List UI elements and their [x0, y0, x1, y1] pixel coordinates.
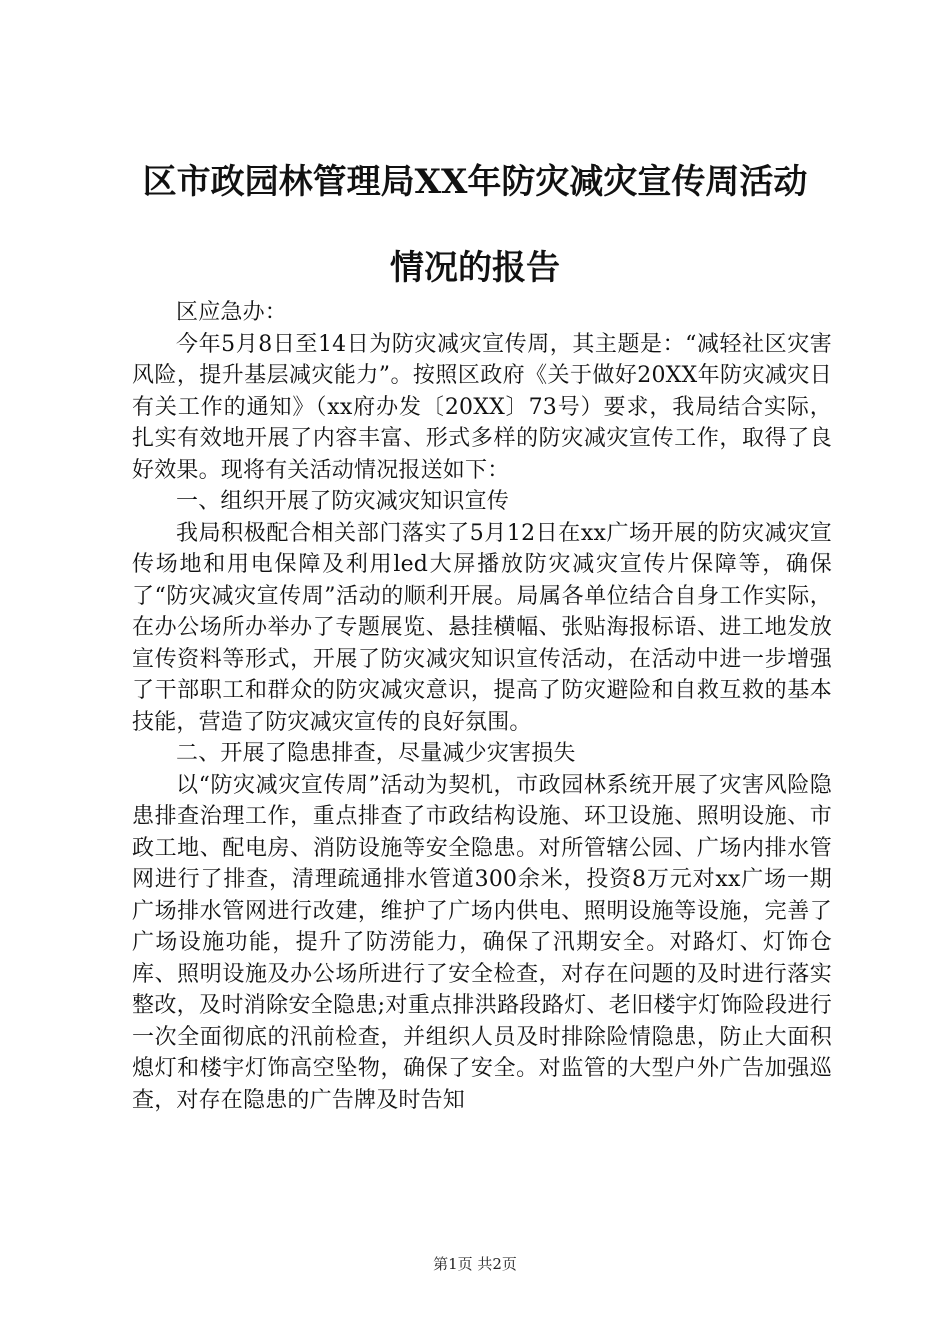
- page-footer: 第1页 共2页: [433, 1255, 517, 1273]
- section-2-paragraph: 以“防灾减灾宣传周”活动为契机，市政园林系统开展了灾害风险隐患排查治理工作，重点排查了市政结构设施、环卫设施、照明设施、市政工地、配电房、消防设施等安全隐患。对所管辖公园、广场内排水管网进行了排查，清理疏通排水管道300余米，投资8万元对xx广场一期广场排水管网进行改建，维护了广场内供电、照明设施等设施，完善了广场设施功能，提升了防涝能力，确保了汛期安全。对路灯、灯饰仓库、照明设施及办公场所进行了安全检查，对存在问题的及时进行落实整改，及时消除安全隐患;对重点排洪路段路灯、老旧楼宇灯饰险段进行一次全面彻底的汛前检查，并组织人员及时排除险情隐患，防止大面积熄灯和楼宇灯饰高空坠物，确保了安全。对监管的大型户外广告加强巡查，对存在隐患的广告牌及时告知: [132, 772, 832, 1113]
- intro-paragraph: 今年5月8日至14日为防灾减灾宣传周，其主题是：“减轻社区灾害风险，提升基层减灾能力”。按照区政府《关于做好20XX年防灾减灾日有关工作的通知》（xx府办发〔20XX〕73号）要求，我局结合实际，扎实有效地开展了内容丰富、形式多样的防灾减灾宣传工作，取得了良好效果。现将有关活动情况报送如下：: [132, 331, 832, 483]
- section-heading-1: 一、组织开展了防灾减灾知识宣传: [176, 489, 510, 514]
- document-title-line-1: 区市政园林管理局XX年防灾减灾宣传周活动: [142, 162, 808, 202]
- document-title-line-2: 情况的报告: [390, 248, 560, 288]
- section-heading-2: 二、开展了隐患排查，尽量减少灾害损失: [176, 741, 576, 766]
- section-1-paragraph: 我局积极配合相关部门落实了5月12日在xx广场开展的防灾减灾宣传场地和用电保障及利用led大屏播放防灾减灾宣传片保障等，确保了“防灾减灾宣传周”活动的顺利开展。局属各单位结合自身工作实际，在办公场所办举办了专题展览、悬挂横幅、张贴海报标语、进工地发放宣传资料等形式，开展了防灾减灾知识宣传活动，在活动中进一步增强了干部职工和群众的防灾减灾意识，提高了防灾避险和自救互救的基本技能，营造了防灾减灾宣传的良好氛围。: [132, 520, 832, 735]
- document-body: [132, 297, 832, 1116]
- addressee: 区应急办：: [176, 300, 288, 325]
